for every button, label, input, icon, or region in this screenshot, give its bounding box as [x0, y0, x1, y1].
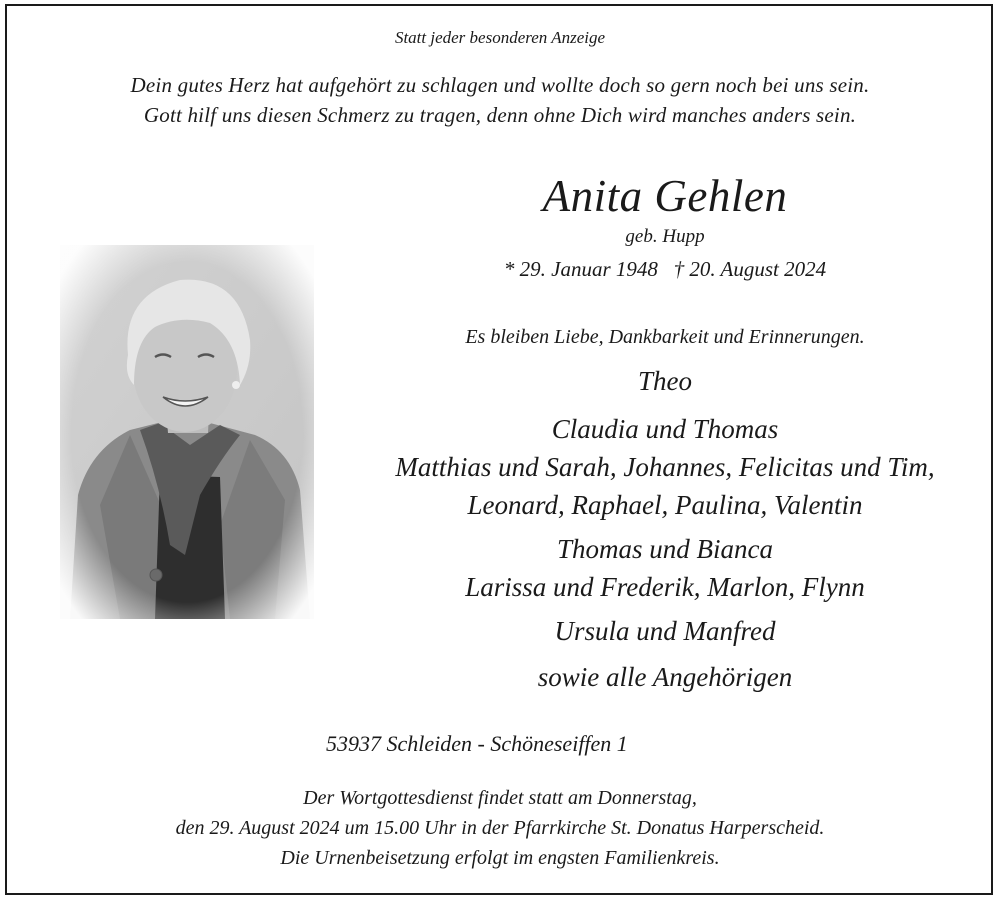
family-line-1: Theo: [638, 366, 692, 396]
portrait-photo: [60, 245, 314, 619]
family-line-3: Matthias und Sarah, Johannes, Felicitas und Tim,: [395, 452, 935, 482]
verse-line-1: Dein gutes Herz hat aufgehört zu schlagen und wollte doch so gern noch bei uns sein.: [130, 73, 870, 97]
maiden-name: geb. Hupp: [625, 226, 705, 247]
portrait-silhouette: [60, 245, 314, 619]
service-line-2: den 29. August 2024 um 15.00 Uhr in der Pfarrkirche St. Donatus Harperscheid.: [175, 817, 825, 839]
family-line-2: Claudia und Thomas: [551, 414, 779, 444]
family-line-5: Thomas und Bianca: [557, 534, 773, 564]
deceased-name: Anita Gehlen: [542, 171, 788, 221]
family-line-8: sowie alle Angehörigen: [537, 662, 793, 692]
service-line-1: Der Wortgottesdienst findet statt am Donnerstag,: [303, 787, 697, 809]
family-line-4: Leonard, Raphael, Paulina, Valentin: [467, 490, 863, 520]
life-dates: * 29. Januar 1948 † 20. August 2024: [503, 257, 827, 281]
verse-line-2: Gott hilf uns diesen Schmerz zu tragen, denn ohne Dich wird manches anders sein.: [143, 103, 857, 127]
notice-header: Statt jeder besonderen Anzeige: [394, 28, 606, 47]
address: 53937 Schleiden - Schöneseiffen 1: [326, 731, 628, 756]
family-line-7: Ursula und Manfred: [554, 616, 776, 646]
family-line-6: Larissa und Frederik, Marlon, Flynn: [465, 572, 865, 602]
service-line-3: Die Urnenbeisetzung erfolgt im engsten Familienkreis.: [280, 847, 720, 869]
motto: Es bleiben Liebe, Dankbarkeit und Erinnerungen.: [465, 326, 865, 348]
